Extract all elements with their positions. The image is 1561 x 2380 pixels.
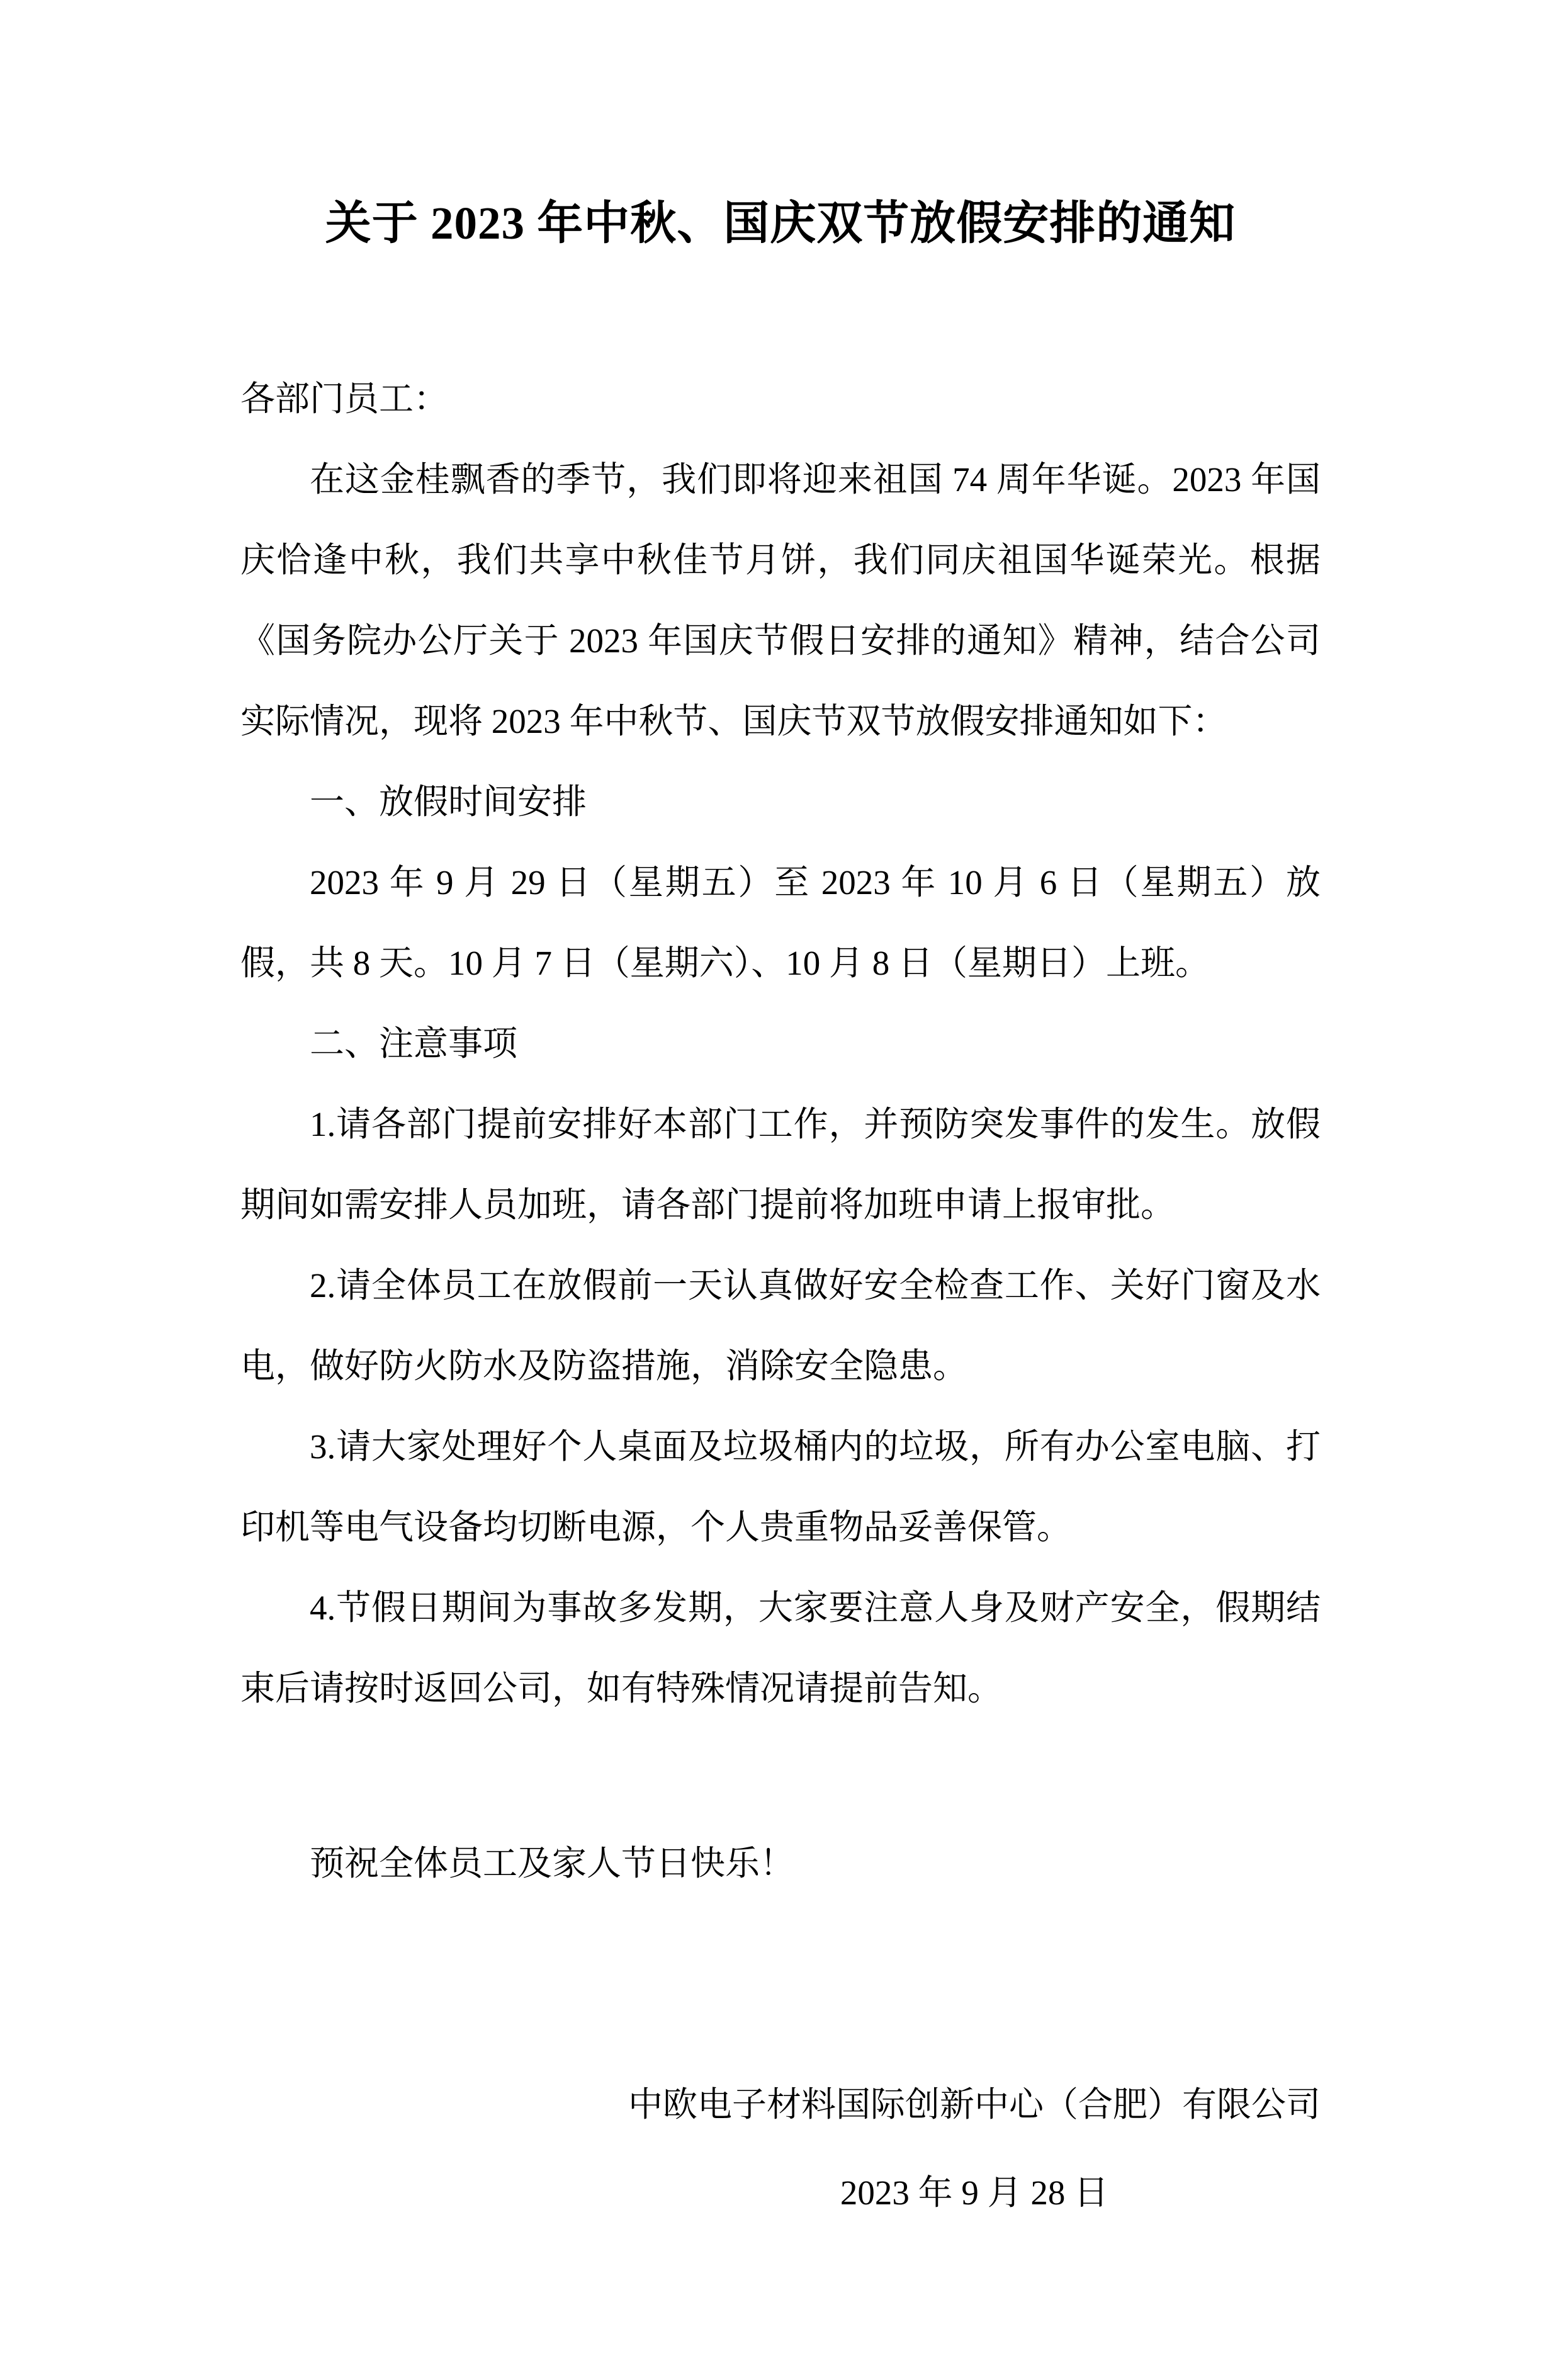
intro-paragraph: 在这金桂飘香的季节，我们即将迎来祖国 74 周年华诞。2023 年国庆恰逢中秋，我们共享中秋佳节月饼，我们同庆祖国华诞荣光。根据《国务院办公厅关于 2023 年国庆节假日安排的通知》精神，结合公司实际情况，现将 2023 年中秋节、国庆节双节放假安排通知如下： [240,460,1321,740]
signature-date-line: 2023 年 9 月 28 日 [840,2173,1109,2212]
section-2-heading: 二、注意事项 [310,1024,518,1063]
notice-item-1: 1.请各部门提前安排好本部门工作，并预防突发事件的发生。放假期间如需安排人员加班，请各部门提前将加班申请上报审批。 [240,1105,1321,1224]
company-name-line: 中欧电子材料国际创新中心（合肥）有限公司 [628,2085,1321,2124]
signature-inner [628,2065,1321,2233]
holiday-wish-line: 预祝全体员工及家人节日快乐！ [310,1844,795,1883]
notice-item-4: 4.节假日期间为事故多发期，大家要注意人身及财产安全，假期结束后请按时返回公司，如有特殊情况请提前告知。 [240,1589,1321,1708]
notice-item-3: 3.请大家处理好个人桌面及垃圾桶内的垃圾，所有办公室电脑、打印机等电气设备均切断电源，个人贵重物品妥善保管。 [240,1427,1321,1546]
document-body [240,359,1321,2233]
greeting-line: 各部门员工： [240,380,449,418]
document-title: 关于 2023 年中秋、国庆双节放假安排的通知 [325,198,1236,249]
notice-item-2: 2.请全体员工在放假前一天认真做好安全检查工作、关好门窗及水电，做好防火防水及防盗措施，消除安全隐患。 [240,1266,1321,1385]
section-1-heading: 一、放假时间安排 [310,783,587,821]
holiday-dates-paragraph: 2023 年 9 月 29 日（星期五）至 2023 年 10 月 6 日（星期五）放假，共 8 天。10 月 7 日（星期六）、10 月 8 日（星期日）上班。 [240,863,1321,982]
signature-block [240,2065,1321,2233]
